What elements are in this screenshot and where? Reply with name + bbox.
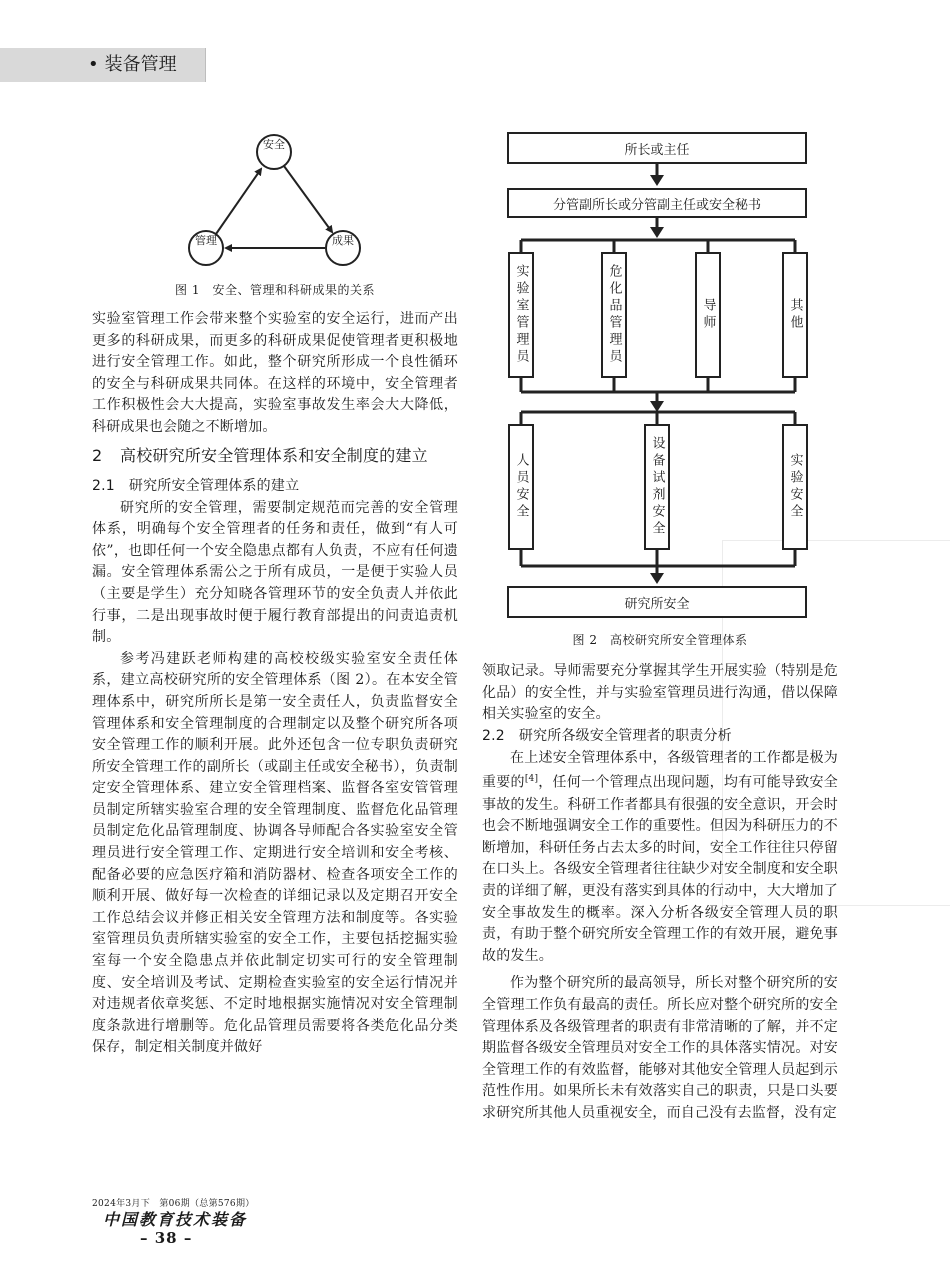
section-title: 装备管理 xyxy=(104,54,177,75)
node-supervisor: 导师 xyxy=(695,252,721,378)
right-paragraph-2-start: 在上述安全管理体系中，各级管理者的工作都是极为重要的 xyxy=(482,749,838,792)
subsection-2-1-number: 2.1 xyxy=(92,477,115,494)
node-lab-manager: 实验室管理员 xyxy=(508,252,534,378)
subsection-2-2-heading xyxy=(482,726,838,746)
subsection-2-2-title: 研究所各级安全管理者的职责分析 xyxy=(518,727,732,744)
subsection-2-2-number: 2.2 xyxy=(482,727,505,744)
right-paragraph-2 xyxy=(482,748,838,968)
node-experiment-safety: 实验安全 xyxy=(782,424,808,550)
section-header xyxy=(0,48,206,82)
node-hazmat-manager: 危化品管理员 xyxy=(601,252,627,378)
node-safety-label: 安全 xyxy=(263,138,285,151)
right-paragraph-2-rest: ，任何一个管理点出现问题，均有可能导致安全事故的发生。科研工作者都具有很强的安全意识，开会时也会不断地强调安全工作的重要性。但因为科研压力的不断增加，科研任务占去太多的时间，安全工作往往只停留在口头上。各级安全管理者往往缺少对安全制度和安全职责的详细了解，更没有落实到具体的行动中，大大增加了安全事故发生的概率。深入分析各级安全管理人员的职责，有助于整个研究所安全管理工作的有效开展，避免事故的发生。 xyxy=(482,775,839,964)
figure-2-diagram xyxy=(505,130,810,620)
subsection-2-1-title: 研究所安全管理体系的建立 xyxy=(128,477,300,494)
node-institute-safety: 研究所安全 xyxy=(507,586,807,618)
footer-journal-name: 中国教育技术装备 xyxy=(103,1210,248,1229)
node-equipment-reagent-safety: 设备试剂安全 xyxy=(644,424,670,550)
right-paragraph-1: 领取记录。导师需要充分掌握其学生开展实验（特别是危化品）的安全性，并与实验室管理员进行沟通，借以保障相关实验室的安全。 xyxy=(482,663,838,723)
section-2-title: 高校研究所安全管理体系和安全制度的建立 xyxy=(120,445,428,465)
node-management-label: 管理 xyxy=(195,234,217,247)
node-director: 所长或主任 xyxy=(507,132,807,164)
left-column xyxy=(92,309,458,1059)
arrow-safety-to-results xyxy=(284,166,332,232)
right-paragraph-3: 作为整个研究所的最高领导，所长对整个研究所的安全管理工作负有最高的责任。所长应对整个研究所的安全管理体系及各级管理者的职责有非常清晰的了解，并不定期监督各级安全管理员对安全工作的具体落实情况。对安全管理工作的有效监督，能够对其他安全管理人员起到示范性作用。如果所长未有效落实自己的职责，只是口头要求研究所其他人员重视安全，而自己没有去监督，没有定 xyxy=(482,975,838,1121)
section-2-number: 2 xyxy=(92,445,103,465)
subsection-2-1-heading xyxy=(92,476,458,496)
node-deputy-director: 分管副所长或分管副主任或安全秘书 xyxy=(507,188,807,218)
left-paragraph-2: 研究所的安全管理，需要制定规范而完善的安全管理体系，明确每个安全管理者的任务和责任，做到“有人可依”，也即任何一个安全隐患点都有人负责，不应有任何遗漏。安全管理体系需公之于所有成员，一是便于实验人员（主要是学生）充分知晓各管理环节的安全负责人并依此行事，二是出现事故时便于履行教育部提出的问责追责机制。 xyxy=(92,499,458,646)
node-results-label: 成果 xyxy=(332,234,354,247)
left-paragraph-3: 参考冯建跃老师构建的高校校级实验室安全责任体系，建立高校研究所的安全管理体系（图 2）。在本安全管理体系中，研究所所长是第一安全责任人，负责监督安全管理体系和安全管理制度的合理制定以及整个研究所各项安全管理工作的顺利开展。此外还包含一位专职负责研究所安全管理工作的副所长（或副主任或安全秘书），负责制定安全管理体系、建立安全管理档案、监督各室安管管理员制定所辖实验室合理的安全管理制度、监督危化品管理员制定危化品管理制度、协调各导师配合各实验室安全管理员进行安全管理工作、定期进行安全培训和安全考核、配备必要的应急医疗箱和消防器材、检查各项安全工作的顺利开展、做好每一次检查的详细记录以及定期召开安全工作总结会议并修正相关安全管理方法和制度等。各实验室管理员负责所辖实验室的安全工作，主要包括挖掘实验室每一个安全隐患点并依此制定切实可行的安全管理制度、安全培训及考试、定期检查实验室的安全运行情况并对违规者依章奖惩、不定时地根据实施情况对安全管理制度条款进行增删等。危化品管理员需要将各类危化品分类保存，制定相关制度并做好 xyxy=(92,650,458,1056)
right-column xyxy=(482,661,838,1125)
arrow-management-to-safety xyxy=(216,169,261,234)
page-number: – 38 – xyxy=(140,1229,193,1247)
section-2-heading xyxy=(92,446,458,466)
left-paragraph-1: 实验室管理工作会带来整个实验室的安全运行，进而产出更多的科研成果，而更多的科研成果促使管理者更积极地进行安全管理工作。如此，整个研究所形成一个良性循环的安全与科研成果共同体。在这样的环境中，安全管理者工作积极性会大大提高，实验室事故发生率会大大降低，科研成果也会随之不断增加。 xyxy=(92,311,458,435)
footer-issue-date: 2024年3月下 第06期（总第576期） xyxy=(92,1199,255,1209)
citation-ref: [4] xyxy=(524,774,539,785)
figure-1-diagram xyxy=(178,128,378,274)
node-personnel-safety: 人员安全 xyxy=(508,424,534,550)
header-bullet: • xyxy=(88,54,99,75)
figure-2-caption: 图 2 高校研究所安全管理体系 xyxy=(572,633,748,647)
node-others: 其他 xyxy=(782,252,808,378)
figure-1-caption: 图 1 安全、管理和科研成果的关系 xyxy=(175,283,375,297)
